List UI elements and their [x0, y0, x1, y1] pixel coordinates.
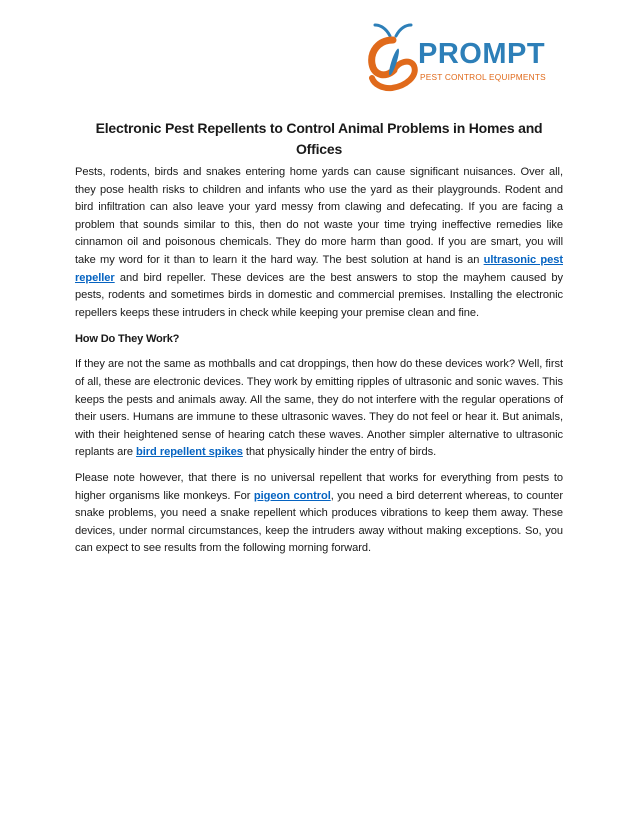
text-run: , you need a bird deterrent whereas, to counter snake problems, you need a snake repellent which produces vibrations to keep them away. These devices, under normal circumstances, keep the intruders away without making exceptions. So, you can expect to see results from the following morning forward.	[75, 489, 563, 555]
butterfly-logo-icon	[366, 22, 422, 96]
paragraph-how-it-works	[75, 356, 563, 462]
article-body	[75, 164, 563, 566]
text-run: that physically hinder the entry of birds.	[242, 446, 437, 459]
text-run: and bird repeller. These devices are the best answers to stop the mayhem caused by pests, rodents and sometimes birds in domestic and commercial premises. Installing the electronic repellers keeps these intruders in check while keeping your premise clean and fine.	[75, 271, 563, 319]
link-bird-repellent-spikes[interactable]: bird repellent spikes	[136, 446, 243, 459]
text-run: If they are not the same as mothballs and cat droppings, then how do these devices work? Well, first of all, these are electronic devices. They work by emitting ripples of ultrasonic and sonic waves. This keeps the pests and animals away. All the same, they do not interfere with the regular operations of their users. Humans are immune to these ultrasonic waves. They do not feel or hear it. But animals, with their heightened sense of hearing catch these waves. Another simpler alternative to ultrasonic replants are	[75, 358, 563, 459]
brand-name: PROMPT	[418, 38, 546, 70]
link-ultrasonic-pest-repeller[interactable]: ultrasonic pest repeller	[75, 253, 563, 284]
brand-tagline: PEST CONTROL EQUIPMENTS	[420, 72, 546, 82]
section-heading: How Do They Work?	[75, 332, 180, 345]
text-run: Pests, rodents, birds and snakes entering home yards can cause significant nuisances. Over all, they pose health risks to children and infants who use the yard as their playgrounds. Rodent and bird infiltration can also leave your yard messy from clawing and defecating. If you are facing a problem that sounds similar to this, then do not waste your time trying ineffective remedies like cinnamon oil and poisonous chemicals. They do more harm than good. If you are smart, you will take my word for it than to learn it the hard way. The best solution at hand is an	[75, 166, 563, 266]
brand-logo	[366, 18, 572, 98]
text-run: Please note however, that there is no universal repellent that works for everything from pests to higher organisms like monkeys. For	[75, 472, 563, 502]
page-title: Electronic Pest Repellents to Control Animal Problems in Homes and Offices	[95, 120, 543, 157]
link-pigeon-control[interactable]: pigeon control	[253, 489, 331, 502]
paragraph-note	[75, 470, 563, 558]
paragraph-intro	[75, 164, 563, 322]
